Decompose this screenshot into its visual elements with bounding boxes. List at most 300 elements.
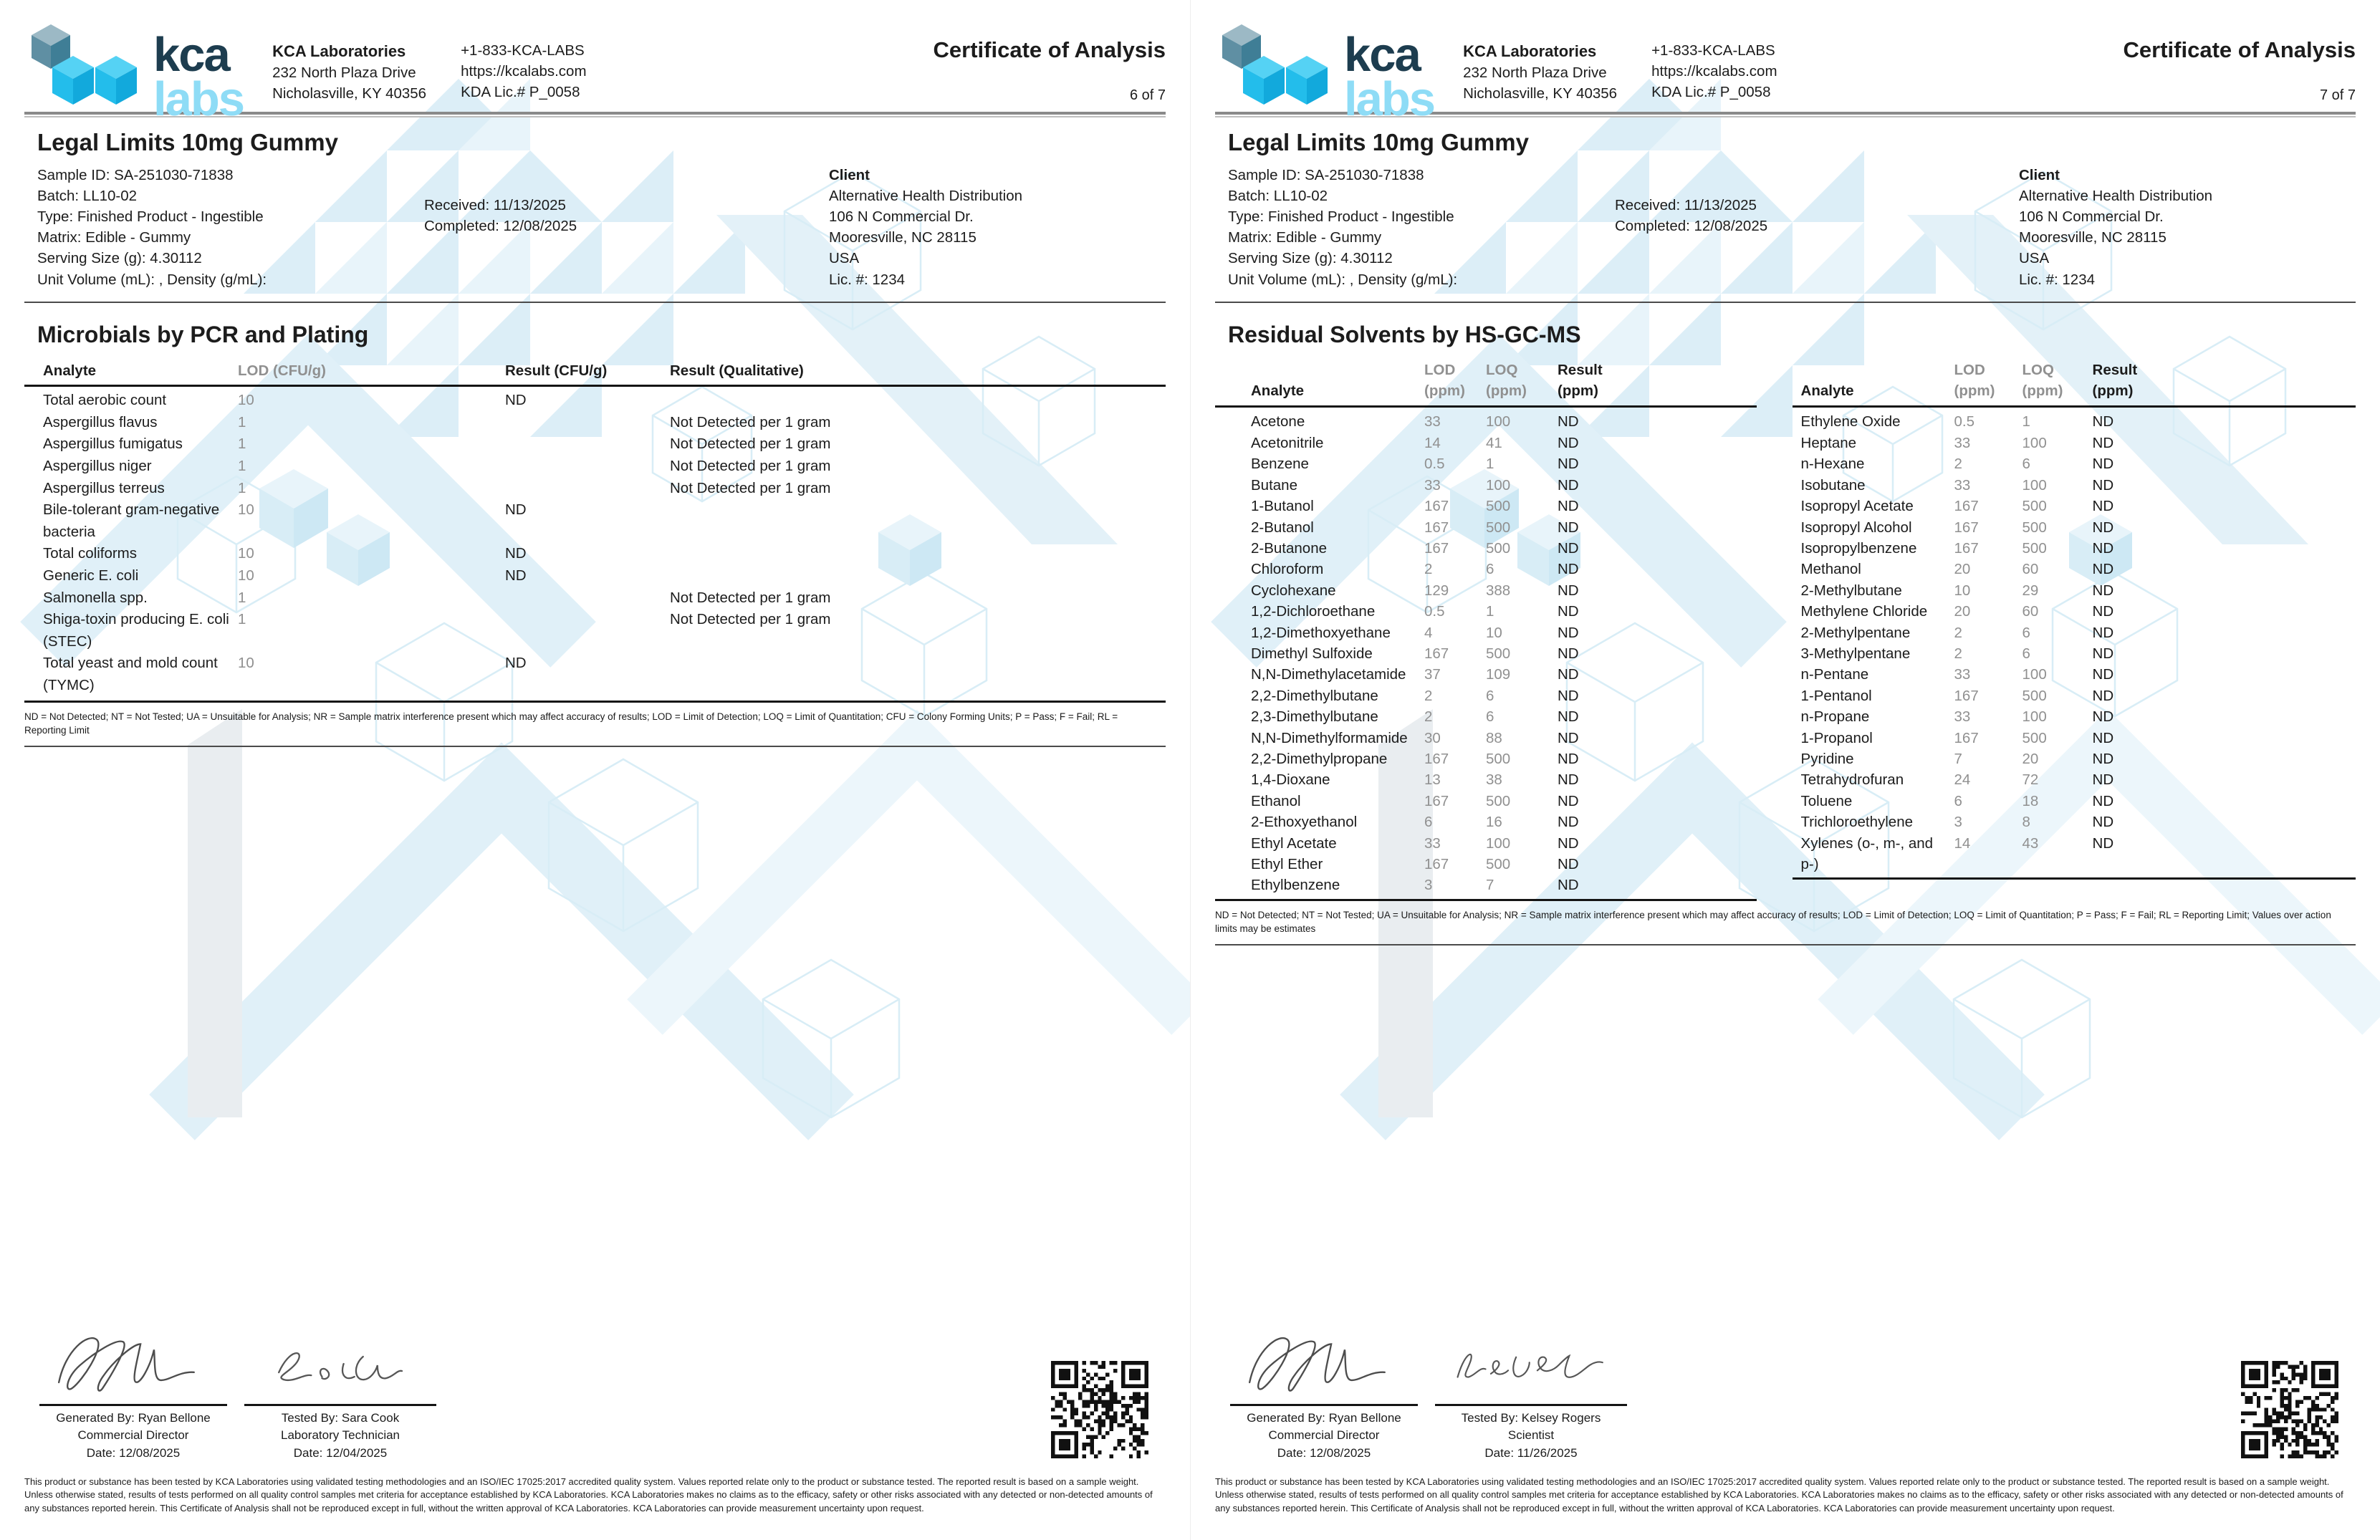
lod-cell: 0.5 <box>1954 413 1975 430</box>
table-row <box>1793 453 2356 474</box>
solvents-header-row <box>1215 360 1757 408</box>
table-row <box>1215 833 1757 854</box>
lod-cell: 167 <box>1424 645 1449 662</box>
table-row <box>1215 664 1757 685</box>
analyte-cell: Ethyl Ether <box>1251 856 1323 872</box>
lab-phone: +1-833-KCA-LABS <box>461 42 585 59</box>
table-row <box>24 609 1166 653</box>
qualitative-cell: Not Detected per 1 gram <box>670 589 831 606</box>
qualitative-cell: Not Detected per 1 gram <box>670 479 831 496</box>
lod-cell: 1 <box>238 413 246 430</box>
result-cell: ND <box>2092 645 2114 662</box>
loq-cell: 10 <box>1486 624 1502 641</box>
lod-cell: 33 <box>1954 708 1971 726</box>
client-label: Client <box>829 167 870 183</box>
lod-cell: 167 <box>1954 539 1979 557</box>
sample-dates <box>1615 165 1987 290</box>
loq-cell: 500 <box>1486 792 1511 809</box>
loq-cell: 500 <box>2022 729 2047 746</box>
lod-cell: 37 <box>1424 666 1441 683</box>
kca-labs-logo <box>26 16 244 127</box>
loq-cell: 100 <box>2022 708 2047 726</box>
table-row <box>1215 475 1757 496</box>
result-cell: ND <box>2092 750 2114 767</box>
analyte-cell: n-Pentane <box>1800 666 1869 683</box>
microbials-header-row <box>24 362 1166 388</box>
table-row <box>1793 601 2356 622</box>
result-cell <box>505 412 670 434</box>
loq-cell: 6 <box>1486 708 1494 726</box>
qualitative-cell: Not Detected per 1 gram <box>670 458 831 475</box>
loq-cell: 1 <box>1486 456 1494 473</box>
loq-cell: 41 <box>1486 434 1502 451</box>
generated-by-name: Generated By: Ryan Bellone <box>1247 1411 1401 1425</box>
table-row <box>1215 453 1757 474</box>
result-cell: ND <box>505 567 527 584</box>
analyte-cell: Total coliforms <box>43 545 138 562</box>
kca-labs-logo <box>1217 16 1435 127</box>
analyte-cell: 2,3-Dimethylbutane <box>1251 708 1378 726</box>
analyte-cell: 1-Propanol <box>1800 729 1873 746</box>
loq-cell: 43 <box>2022 834 2039 852</box>
sample-detail-line: Sample ID: SA-251030-71838 <box>37 167 234 183</box>
tested-by-role: Scientist <box>1507 1428 1555 1443</box>
table-row <box>1215 769 1757 790</box>
analyte-cell: 2-Methylpentane <box>1800 624 1911 641</box>
col-analyte: Analyte <box>1800 382 1854 400</box>
analyte-cell: Ethyl Acetate <box>1251 834 1337 852</box>
result-cell <box>505 456 670 478</box>
logo-word-labs: labs <box>153 72 244 127</box>
table-row <box>24 499 1166 543</box>
result-cell: ND <box>505 655 527 672</box>
tested-by-block <box>1435 1324 1627 1462</box>
analyte-cell: Ethylbenzene <box>1251 877 1340 894</box>
disclaimer-text: This product or substance has been tested by KCA Laboratories using validated testing methodologies and an ISO/IEC 17025:2017 accredited quality system. Values reported relate only to the product or substance tested. The reported result is based on a sample weight. Unless otherwise stated, results of tests performed on all quality control samples met criteria for acceptance established by KCA Laboratories. KCA Laboratories makes no claims as to the efficacy, safety or other risks associated with any detected or non-detected amounts of any substances reported herein. This Certificate of Analysis shall not be reproduced except in full, without the written approval of KCA Laboratories. KCA Laboratories can provide measurement uncertainty upon request. <box>1215 1476 2343 1513</box>
analyte-cell: Pyridine <box>1800 750 1854 767</box>
analyte-cell: 1,4-Dioxane <box>1251 771 1330 789</box>
table-row <box>1793 706 2356 727</box>
table-row <box>24 543 1166 565</box>
analyte-cell: Ethanol <box>1251 792 1301 809</box>
analyte-cell: Total aerobic count <box>43 392 167 409</box>
lod-cell: 2 <box>1424 561 1433 578</box>
received-date: Received: 11/13/2025 <box>424 197 566 213</box>
tested-by-block <box>244 1324 436 1462</box>
loq-cell: 29 <box>2022 582 2039 599</box>
table-row <box>1215 559 1757 579</box>
analyte-cell: Tetrahydrofuran <box>1800 771 1904 789</box>
generated-by-block <box>39 1324 227 1462</box>
table-row <box>1215 433 1757 453</box>
lab-address-line1: 232 North Plaza Drive <box>1463 64 1607 82</box>
footnote-rule <box>1215 944 2356 945</box>
table-row <box>1215 580 1757 601</box>
page-header <box>1215 0 2356 127</box>
table-row <box>1793 749 2356 769</box>
received-date: Received: 11/13/2025 <box>1615 197 1757 213</box>
client-block <box>829 165 1166 290</box>
table-row <box>1215 685 1757 706</box>
lod-cell: 4 <box>1424 624 1433 641</box>
loq-cell: 6 <box>1486 687 1494 704</box>
table-row <box>24 478 1166 500</box>
loq-cell: 500 <box>1486 750 1511 767</box>
section-rule <box>1215 302 2356 303</box>
table-row <box>24 587 1166 610</box>
loq-cell: 388 <box>1486 582 1511 599</box>
lod-cell: 0.5 <box>1424 603 1445 620</box>
analyte-cell: Generic E. coli <box>43 567 139 584</box>
generated-by-date: Date: 12/08/2025 <box>1277 1445 1371 1460</box>
generated-by-date: Date: 12/08/2025 <box>86 1445 181 1460</box>
loq-cell: 100 <box>2022 666 2047 683</box>
loq-cell: 500 <box>2022 519 2047 536</box>
analyte-cell: n-Hexane <box>1800 456 1865 473</box>
lod-cell: 167 <box>1424 519 1449 536</box>
lod-cell: 14 <box>1424 434 1441 451</box>
result-cell <box>505 478 670 500</box>
analyte-cell: Trichloroethylene <box>1800 814 1913 831</box>
qualitative-cell: Not Detected per 1 gram <box>670 611 831 628</box>
section-rule <box>24 302 1166 303</box>
result-cell: ND <box>1558 666 1579 683</box>
result-cell: ND <box>1558 750 1579 767</box>
qr-code <box>1051 1361 1148 1458</box>
client-label: Client <box>2019 167 2060 183</box>
loq-cell: 1 <box>1486 603 1494 620</box>
lod-cell: 129 <box>1424 582 1449 599</box>
analyte-cell: Isopropyl Alcohol <box>1800 519 1912 536</box>
analyte-cell: Methylene Chloride <box>1800 603 1928 620</box>
generated-by-block <box>1230 1324 1418 1462</box>
table-row <box>1793 496 2356 516</box>
table-row <box>1215 601 1757 622</box>
table-row <box>1793 833 2356 875</box>
result-cell: ND <box>2092 582 2114 599</box>
result-cell <box>505 433 670 456</box>
result-cell: ND <box>2092 519 2114 536</box>
lod-cell: 10 <box>238 501 254 519</box>
disclaimer-text: This product or substance has been tested by KCA Laboratories using validated testing methodologies and an ISO/IEC 17025:2017 accredited quality system. Values reported relate only to the product or substance tested. The reported result is based on a sample weight. Unless otherwise stated, results of tests performed on all quality control samples met criteria for acceptance established by KCA Laboratories. KCA Laboratories makes no claims as to the efficacy, safety or other risks associated with any detected or non-detected amounts of any substances reported herein. This Certificate of Analysis shall not be reproduced except in full, without the written approval of KCA Laboratories. KCA Laboratories can provide measurement uncertainty upon request. <box>24 1476 1153 1513</box>
table-row <box>1793 411 2356 432</box>
result-cell: ND <box>1558 413 1579 430</box>
logo-cubes-icon <box>26 16 149 117</box>
table-footnote: ND = Not Detected; NT = Not Tested; UA = Unsuitable for Analysis; NR = Sample matrix interference present which may affect accuracy of results; LOD = Limit of Detection; LOQ = Limit of Quantitation; P = Pass; F = Fail; RL = Reporting Limit; Values over action limits may be estimates <box>1215 909 2331 934</box>
lod-cell: 167 <box>1954 498 1979 515</box>
table-row <box>1215 517 1757 538</box>
logo-word-kca: kca <box>1344 28 1420 82</box>
result-cell: ND <box>2092 687 2114 704</box>
result-cell: ND <box>2092 539 2114 557</box>
result-cell: ND <box>1558 834 1579 852</box>
client-line: Alternative Health Distribution <box>2019 188 2213 205</box>
lab-license: KDA Lic.# P_0058 <box>1651 84 1771 101</box>
lab-license: KDA Lic.# P_0058 <box>461 84 580 101</box>
qr-code <box>2241 1361 2338 1458</box>
table-row <box>1215 749 1757 769</box>
signatures <box>1230 1324 1660 1462</box>
client-line: USA <box>2019 250 2050 267</box>
lab-contact-block <box>461 40 586 102</box>
table-row <box>1215 411 1757 432</box>
lod-cell: 0.5 <box>1424 456 1445 473</box>
loq-cell: 16 <box>1486 814 1502 831</box>
sample-detail-line: Unit Volume (mL): , Density (g/mL): <box>37 271 267 288</box>
result-cell: ND <box>2092 834 2114 852</box>
table-row <box>1215 706 1757 727</box>
result-cell: ND <box>1558 561 1579 578</box>
table-row <box>1215 791 1757 812</box>
lod-cell: 167 <box>1424 750 1449 767</box>
microbials-section-title: Microbials by PCR and Plating <box>37 321 369 347</box>
lod-cell: 13 <box>1424 771 1441 789</box>
loq-cell: 100 <box>2022 476 2047 494</box>
analyte-cell: 2,2-Dimethylpropane <box>1251 750 1388 767</box>
table-row <box>1215 496 1757 516</box>
lab-address-block <box>272 40 426 104</box>
lod-cell: 1 <box>238 458 246 475</box>
lod-cell: 3 <box>1954 814 1962 831</box>
sample-detail-line: Type: Finished Product - Ingestible <box>1228 208 1454 226</box>
lod-cell: 10 <box>238 655 254 672</box>
solvents-table-left <box>1215 360 1757 901</box>
client-block <box>2019 165 2356 290</box>
analyte-cell: 2-Butanone <box>1251 539 1328 557</box>
col-loq: LOQ (ppm) <box>1486 361 1527 400</box>
analyte-cell: Bile-tolerant gram-negative bacteria <box>43 501 220 540</box>
result-cell: ND <box>1558 582 1579 599</box>
generated-by-name: Generated By: Ryan Bellone <box>56 1411 211 1425</box>
sample-detail-line: Serving Size (g): 4.30112 <box>37 250 202 267</box>
loq-cell: 6 <box>2022 624 2030 641</box>
qualitative-cell <box>670 543 1166 565</box>
lod-cell: 20 <box>1954 561 1971 578</box>
signatures <box>39 1324 469 1462</box>
table-row <box>1793 559 2356 579</box>
lod-cell: 20 <box>1954 603 1971 620</box>
table-row <box>1215 854 1757 875</box>
sample-detail-line: Matrix: Edible - Gummy <box>37 229 191 246</box>
loq-cell: 8 <box>2022 814 2030 831</box>
result-cell: ND <box>1558 456 1579 473</box>
lod-cell: 10 <box>1954 582 1971 599</box>
kelsey-rogers-signature <box>1435 1324 1627 1404</box>
table-row <box>1793 517 2356 538</box>
col-loq: LOQ (ppm) <box>2022 361 2063 400</box>
table-row <box>1793 664 2356 685</box>
ryan-bellone-signature <box>39 1324 227 1404</box>
sample-details <box>1228 165 1615 290</box>
sara-cook-signature <box>244 1324 436 1404</box>
qualitative-cell: Not Detected per 1 gram <box>670 435 831 453</box>
client-line: Lic. #: 1234 <box>2019 271 2095 288</box>
result-cell: ND <box>1558 877 1579 894</box>
result-cell: ND <box>1558 729 1579 746</box>
result-cell: ND <box>2092 413 2114 430</box>
generated-by-role: Commercial Director <box>1268 1428 1380 1443</box>
table-row <box>1793 622 2356 643</box>
completed-date: Completed: 12/08/2025 <box>424 218 577 235</box>
lod-cell: 167 <box>1954 729 1979 746</box>
lod-cell: 167 <box>1424 539 1449 557</box>
loq-cell: 60 <box>2022 603 2039 620</box>
sample-detail-line: Matrix: Edible - Gummy <box>1228 229 1382 246</box>
loq-cell: 500 <box>1486 856 1511 872</box>
col-qualitative: Result (Qualitative) <box>670 362 804 379</box>
loq-cell: 20 <box>2022 750 2039 767</box>
lod-cell: 33 <box>1424 413 1441 430</box>
qualitative-cell <box>670 499 1166 543</box>
lod-cell: 167 <box>1424 498 1449 515</box>
analyte-cell: Aspergillus niger <box>43 458 152 475</box>
lab-website: https://kcalabs.com <box>1651 63 1777 80</box>
analyte-cell: Toluene <box>1800 792 1853 809</box>
tested-by-name: Tested By: Kelsey Rogers <box>1461 1411 1601 1425</box>
analyte-cell: N,N-Dimethylacetamide <box>1251 666 1406 683</box>
col-lod: LOD (CFU/g) <box>238 362 326 379</box>
table-row <box>1215 812 1757 832</box>
product-title: Legal Limits 10mg Gummy <box>1228 129 1529 155</box>
document-title: Certificate of Analysis <box>933 37 1166 62</box>
logo-cubes-icon <box>1217 16 1340 117</box>
table-row <box>1793 538 2356 559</box>
table-row <box>1215 728 1757 749</box>
lod-cell: 33 <box>1424 476 1441 494</box>
result-cell: ND <box>2092 666 2114 683</box>
generated-by-role: Commercial Director <box>77 1428 189 1443</box>
lod-cell: 33 <box>1954 476 1971 494</box>
result-cell: ND <box>1558 771 1579 789</box>
client-line: Lic. #: 1234 <box>829 271 905 288</box>
document-title: Certificate of Analysis <box>2123 37 2356 62</box>
lod-cell: 6 <box>1424 814 1433 831</box>
analyte-cell: Chloroform <box>1251 561 1324 578</box>
result-cell: ND <box>2092 708 2114 726</box>
tested-by-role: Laboratory Technician <box>280 1428 400 1443</box>
page-number: 6 of 7 <box>1129 87 1166 103</box>
col-lod: LOD (ppm) <box>1424 361 1465 400</box>
analyte-cell: Aspergillus fumigatus <box>43 435 183 453</box>
lod-cell: 33 <box>1954 434 1971 451</box>
lod-cell: 33 <box>1424 834 1441 852</box>
result-cell: ND <box>2092 434 2114 451</box>
lod-cell: 1 <box>238 435 246 453</box>
analyte-cell: Cyclohexane <box>1251 582 1336 599</box>
col-result: Result (CFU/g) <box>505 362 608 379</box>
loq-cell: 60 <box>2022 561 2039 578</box>
result-cell: ND <box>1558 434 1579 451</box>
loq-cell: 6 <box>2022 456 2030 473</box>
table-row <box>24 565 1166 587</box>
lod-cell: 2 <box>1954 456 1962 473</box>
sample-detail-line: Batch: LL10-02 <box>1228 188 1328 205</box>
qualitative-cell <box>670 653 1166 696</box>
result-cell: ND <box>2092 456 2114 473</box>
lod-cell: 7 <box>1954 750 1962 767</box>
qualitative-cell <box>670 565 1166 587</box>
result-cell: ND <box>2092 476 2114 494</box>
analyte-cell: Isobutane <box>1800 476 1866 494</box>
table-row <box>1215 643 1757 664</box>
col-analyte: Analyte <box>43 362 97 379</box>
completed-date: Completed: 12/08/2025 <box>1615 218 1768 235</box>
loq-cell: 500 <box>2022 539 2047 557</box>
sample-details <box>37 165 424 290</box>
loq-cell: 18 <box>2022 792 2039 809</box>
coa-page-7 <box>1190 0 2380 1540</box>
table-row <box>24 390 1166 412</box>
loq-cell: 500 <box>1486 519 1511 536</box>
result-cell: ND <box>1558 687 1579 704</box>
result-cell <box>505 609 670 653</box>
result-cell <box>505 587 670 610</box>
table-row <box>24 456 1166 478</box>
analyte-cell: Dimethyl Sulfoxide <box>1251 645 1373 662</box>
sample-detail-line: Sample ID: SA-251030-71838 <box>1228 167 1424 183</box>
sample-detail-line: Unit Volume (mL): , Density (g/mL): <box>1228 271 1458 288</box>
loq-cell: 6 <box>2022 645 2030 662</box>
lod-cell: 1 <box>238 589 246 606</box>
result-cell: ND <box>2092 561 2114 578</box>
result-cell: ND <box>2092 498 2114 515</box>
result-cell: ND <box>1558 539 1579 557</box>
table-row <box>24 653 1166 696</box>
qualitative-cell <box>670 390 1166 412</box>
tested-by-date: Date: 11/26/2025 <box>1484 1445 1578 1460</box>
lod-cell: 167 <box>1424 792 1449 809</box>
lod-cell: 3 <box>1424 877 1433 894</box>
logo-word-kca: kca <box>153 28 229 82</box>
result-cell: ND <box>1558 519 1579 536</box>
lab-address-line1: 232 North Plaza Drive <box>272 64 416 82</box>
result-cell: ND <box>1558 645 1579 662</box>
lab-phone: +1-833-KCA-LABS <box>1651 42 1775 59</box>
loq-cell: 500 <box>2022 687 2047 704</box>
lod-cell: 2 <box>1954 624 1962 641</box>
result-cell: ND <box>505 392 527 409</box>
table-row <box>1793 791 2356 812</box>
analyte-cell: 2,2-Dimethylbutane <box>1251 687 1378 704</box>
sample-detail-line: Type: Finished Product - Ingestible <box>37 208 264 226</box>
lod-cell: 24 <box>1954 771 1971 789</box>
lod-cell: 2 <box>1424 687 1433 704</box>
table-row <box>1793 685 2356 706</box>
result-cell: ND <box>1558 814 1579 831</box>
result-cell: ND <box>1558 708 1579 726</box>
sample-dates <box>424 165 797 290</box>
lab-address-line2: Nicholasville, KY 40356 <box>272 85 427 102</box>
result-cell: ND <box>505 545 527 562</box>
solvents-tables <box>1215 360 2356 901</box>
loq-cell: 100 <box>1486 476 1511 494</box>
table-row <box>1793 769 2356 790</box>
loq-cell: 88 <box>1486 729 1502 746</box>
footnote-rule <box>24 746 1166 747</box>
lod-cell: 1 <box>238 611 246 628</box>
lab-name: KCA Laboratories <box>272 42 406 60</box>
analyte-cell: Total yeast and mold count (TYMC) <box>43 655 218 693</box>
lod-cell: 167 <box>1424 856 1449 872</box>
result-cell: ND <box>2092 624 2114 641</box>
analyte-cell: 2-Ethoxyethanol <box>1251 814 1358 831</box>
lab-address-line2: Nicholasville, KY 40356 <box>1463 85 1618 102</box>
result-cell: ND <box>2092 729 2114 746</box>
analyte-cell: 1-Pentanol <box>1800 687 1872 704</box>
sample-info-section <box>37 165 1166 290</box>
analyte-cell: Shiga-toxin producing E. coli (STEC) <box>43 611 229 650</box>
table-row <box>1793 433 2356 453</box>
